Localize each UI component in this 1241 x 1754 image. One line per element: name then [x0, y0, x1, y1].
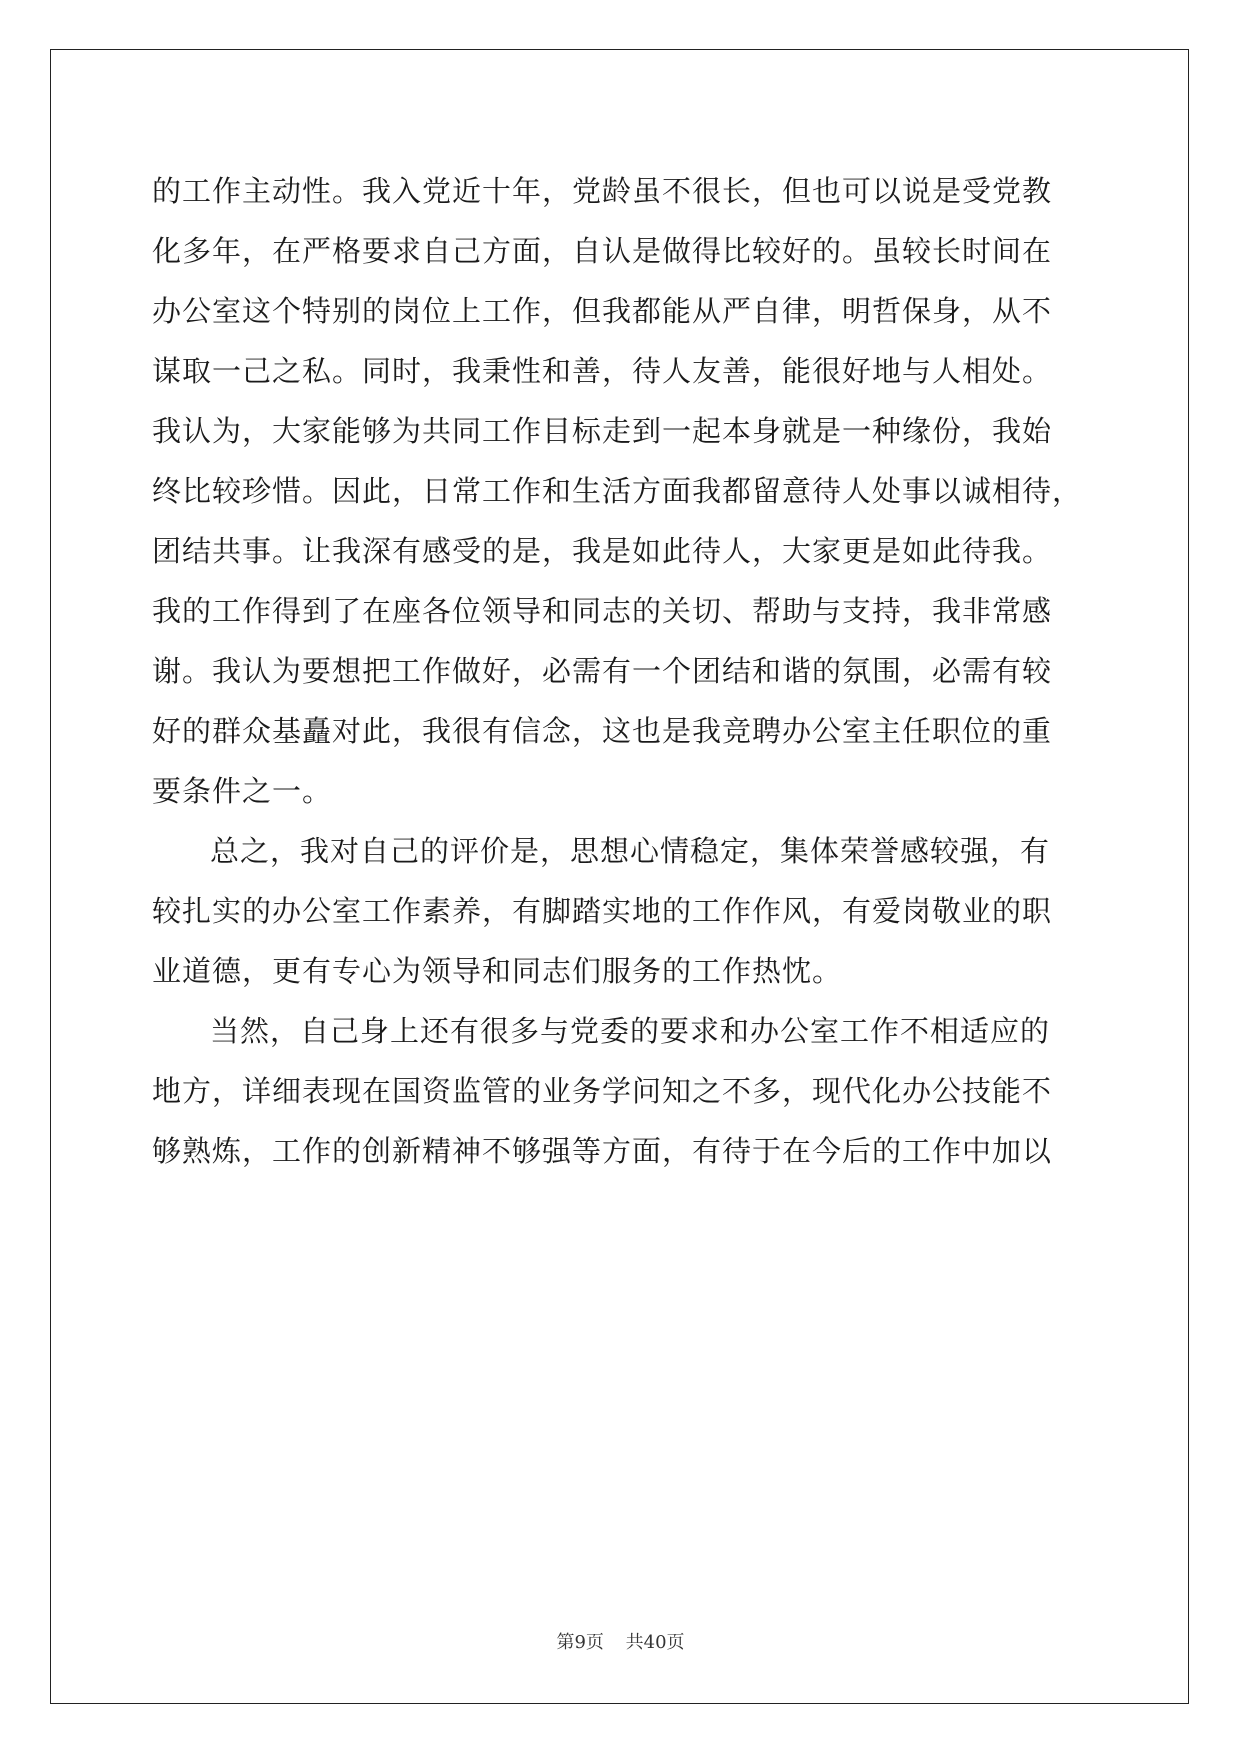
text-line-12: 总之，我对自己的评价是，思想心情稳定，集体荣誉感较强，有	[210, 834, 1051, 868]
text-line-13: 较扎实的办公室工作素养，有脚踏实地的工作作风，有爱岗敬业的职	[152, 894, 1053, 928]
document-body	[152, 161, 1092, 1181]
text-line-15: 当然，自己身上还有很多与党委的要求和办公室工作不相适应的	[210, 1014, 1051, 1048]
text-line-9: 谢。我认为要想把工作做好，必需有一个团结和谐的氛围，必需有较	[152, 654, 1053, 688]
text-line-3: 办公室这个特别的岗位上工作，但我都能从严自律，明哲保身，从不	[152, 294, 1053, 328]
page-total: 共40页	[625, 1632, 685, 1653]
text-line-16: 地方，详细表现在国资监管的业务学问知之不多，现代化办公技能不	[152, 1074, 1053, 1108]
text-line-8: 我的工作得到了在座各位领导和同志的关切、帮助与支持，我非常感	[152, 594, 1053, 628]
text-line-2: 化多年，在严格要求自己方面，自认是做得比较好的。虽较长时间在	[152, 234, 1053, 268]
text-line-4: 谋取一己之私。同时，我秉性和善，待人友善，能很好地与人相处。	[152, 354, 1053, 388]
text-line-1: 的工作主动性。我入党近十年，党龄虽不很长，但也可以说是受党教	[152, 174, 1053, 208]
text-line-14: 业道德，更有专心为领导和同志们服务的工作热忱。	[152, 954, 843, 988]
text-line-6: 终比较珍惜。因此，日常工作和生活方面我都留意待人处事以诚相待，	[152, 474, 1083, 508]
text-line-7: 团结共事。让我深有感受的是，我是如此待人，大家更是如此待我。	[152, 534, 1053, 568]
text-line-10: 好的群众基矗对此，我很有信念，这也是我竞聘办公室主任职位的重	[152, 714, 1053, 748]
page-number: 第9页	[556, 1632, 604, 1653]
text-line-5: 我认为，大家能够为共同工作目标走到一起本身就是一种缘份，我始	[152, 414, 1053, 448]
text-line-11: 要条件之一。	[152, 774, 333, 808]
text-line-17: 够熟炼，工作的创新精神不够强等方面，有待于在今后的工作中加以	[152, 1134, 1053, 1168]
page-footer	[0, 1628, 1241, 1654]
